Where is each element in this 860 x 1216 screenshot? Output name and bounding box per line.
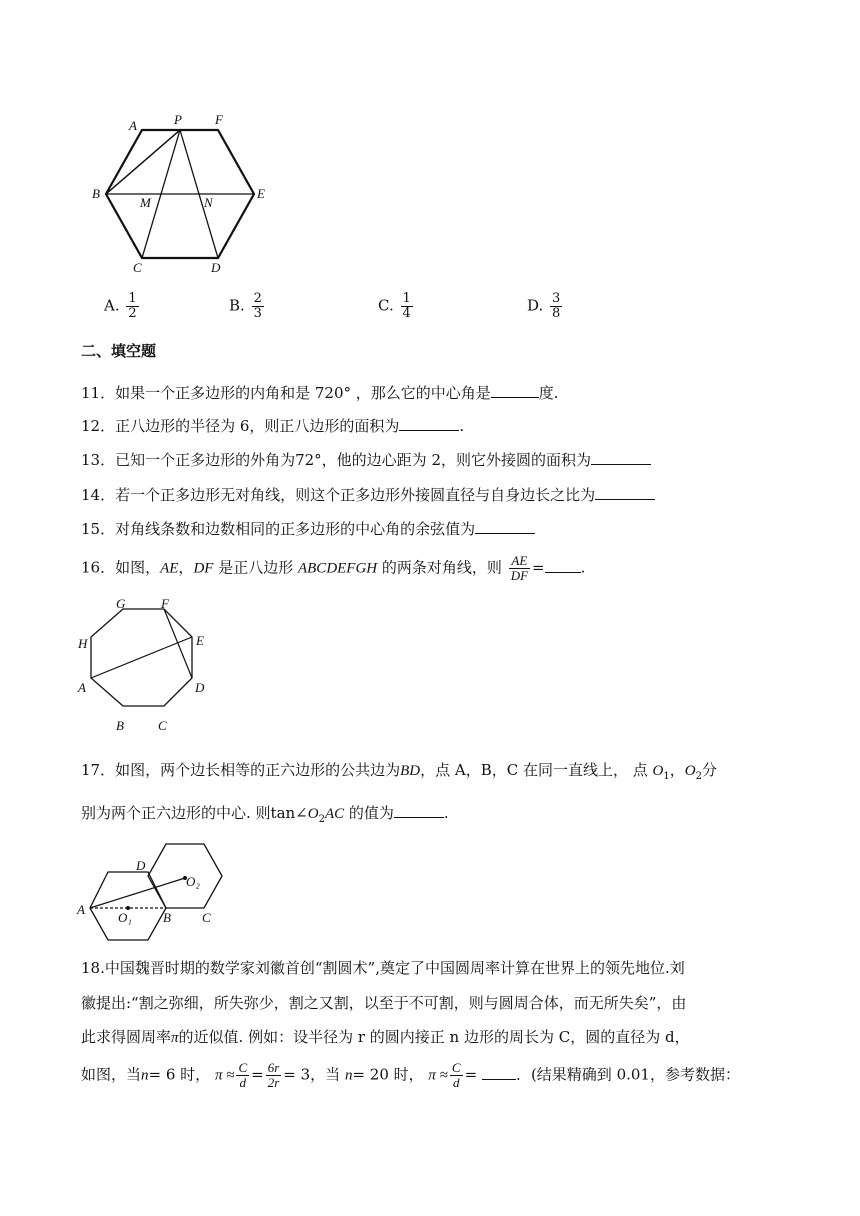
answer-blank-17[interactable]	[394, 803, 444, 818]
label-H: H	[78, 636, 88, 651]
label-G: G	[116, 596, 126, 611]
option-b[interactable]: B. $\frac{2}{3}$	[229, 291, 262, 321]
question-17-line-1: 17．如图，两个边长相等的正六边形的公共边为BD，点 A，B，C 在同一直线上， 点 $O_1$，$O_2$分	[81, 761, 717, 782]
question-13: 13．已知一个正多边形的外角为72°，他的边心距为 2，则它外接圆的面积为	[81, 450, 651, 470]
answer-blank-16[interactable]	[545, 558, 581, 573]
octagon-diagonals	[91, 609, 192, 678]
figure-octagon	[76, 596, 216, 736]
label-A: A	[77, 902, 85, 917]
label-E: E	[196, 633, 204, 648]
answer-blank-12[interactable]	[399, 416, 459, 431]
label-B: B	[116, 718, 124, 733]
answer-blank-14[interactable]	[595, 485, 655, 500]
label-F: F	[215, 112, 223, 127]
label-D: D	[136, 858, 146, 873]
label-F: F	[161, 596, 169, 611]
label-A: A	[78, 680, 86, 695]
question-18-line-4: 如图，当n= 6 时， π ≈ $\frac{C}{d}$ = $\frac{6r}{2r}$ = 3，当 n= 20 时， π ≈ $\frac{C}{d}$ = ．(结果精确到 0.01，参考数据：	[81, 1060, 740, 1090]
label-E: E	[257, 186, 265, 201]
label-A: A	[129, 118, 137, 133]
label-C: C	[202, 910, 211, 925]
option-b-fraction: $\frac{2}{3}$	[253, 291, 262, 321]
segment-A-O2	[90, 878, 185, 908]
question-17-line-2: 别为两个正六边形的中心. 则$\tan\angle O_2AC$ 的值为 .	[81, 804, 449, 825]
label-D: D	[195, 680, 205, 695]
label-C: C	[158, 718, 167, 733]
label-B: B	[163, 910, 171, 925]
option-d-fraction: $\frac{3}{8}$	[552, 291, 561, 321]
question-16: 16．如图，AE，DF 是正八边形 ABCDEFGH 的两条对角线，则 $\frac{AE}{DF}$ = .	[81, 553, 586, 583]
answer-blank-11[interactable]	[491, 383, 539, 398]
answer-blank-18[interactable]	[482, 1065, 516, 1080]
figure-hexagon	[88, 110, 278, 280]
option-a[interactable]: A. $\frac{1}{2}$	[104, 291, 137, 321]
label-M: M	[140, 195, 151, 210]
question-12: 12．正八边形的半径为 6，则正八边形的面积为 .	[81, 417, 465, 435]
option-a-fraction: $\frac{1}{2}$	[128, 291, 137, 321]
option-c-fraction: $\frac{1}{4}$	[402, 291, 411, 321]
label-B: B	[92, 186, 100, 201]
option-c[interactable]: C. $\frac{1}{4}$	[378, 291, 411, 321]
question-18-line-3: 此求得圆周率π的近似值. 例如：设半径为 r 的圆内接正 n 边形的周长为 C，圆的直径为 d，	[81, 1028, 690, 1046]
label-O1: O₁	[118, 910, 132, 925]
option-d[interactable]: D. $\frac{3}{8}$	[527, 291, 561, 321]
label-N: N	[204, 195, 213, 210]
hexagon-inner-lines	[106, 130, 254, 258]
answer-blank-13[interactable]	[591, 450, 651, 465]
answer-blank-15[interactable]	[475, 519, 535, 534]
question-18-line-1: 18.中国魏晋时期的数学家刘徽首创“割圆术”,奠定了中国圆周率计算在世界上的领先地位.刘	[81, 959, 685, 977]
label-C: C	[133, 260, 142, 275]
ratio-fraction: $\frac{AE}{DF}$	[510, 553, 529, 583]
question-18-line-2: 徽提出:“割之弥细，所失弥少，割之又割，以至于不可割，则与圆周合体，而无所失矣”，由	[81, 994, 687, 1012]
section-title: 二、填空题	[81, 342, 157, 360]
figure-two-hexagons	[74, 836, 254, 946]
question-15: 15．对角线条数和边数相同的正多边形的中心角的余弦值为	[81, 519, 535, 539]
question-14: 14．若一个正多边形无对角线，则这个正多边形外接圆直径与自身边长之比为	[81, 485, 655, 505]
label-O2: O₂	[186, 874, 200, 889]
label-P: P	[174, 112, 182, 127]
label-D: D	[211, 260, 221, 275]
question-11: 11．如果一个正多边形的内角和是 720° ，那么它的中心角是 度.	[81, 384, 559, 402]
